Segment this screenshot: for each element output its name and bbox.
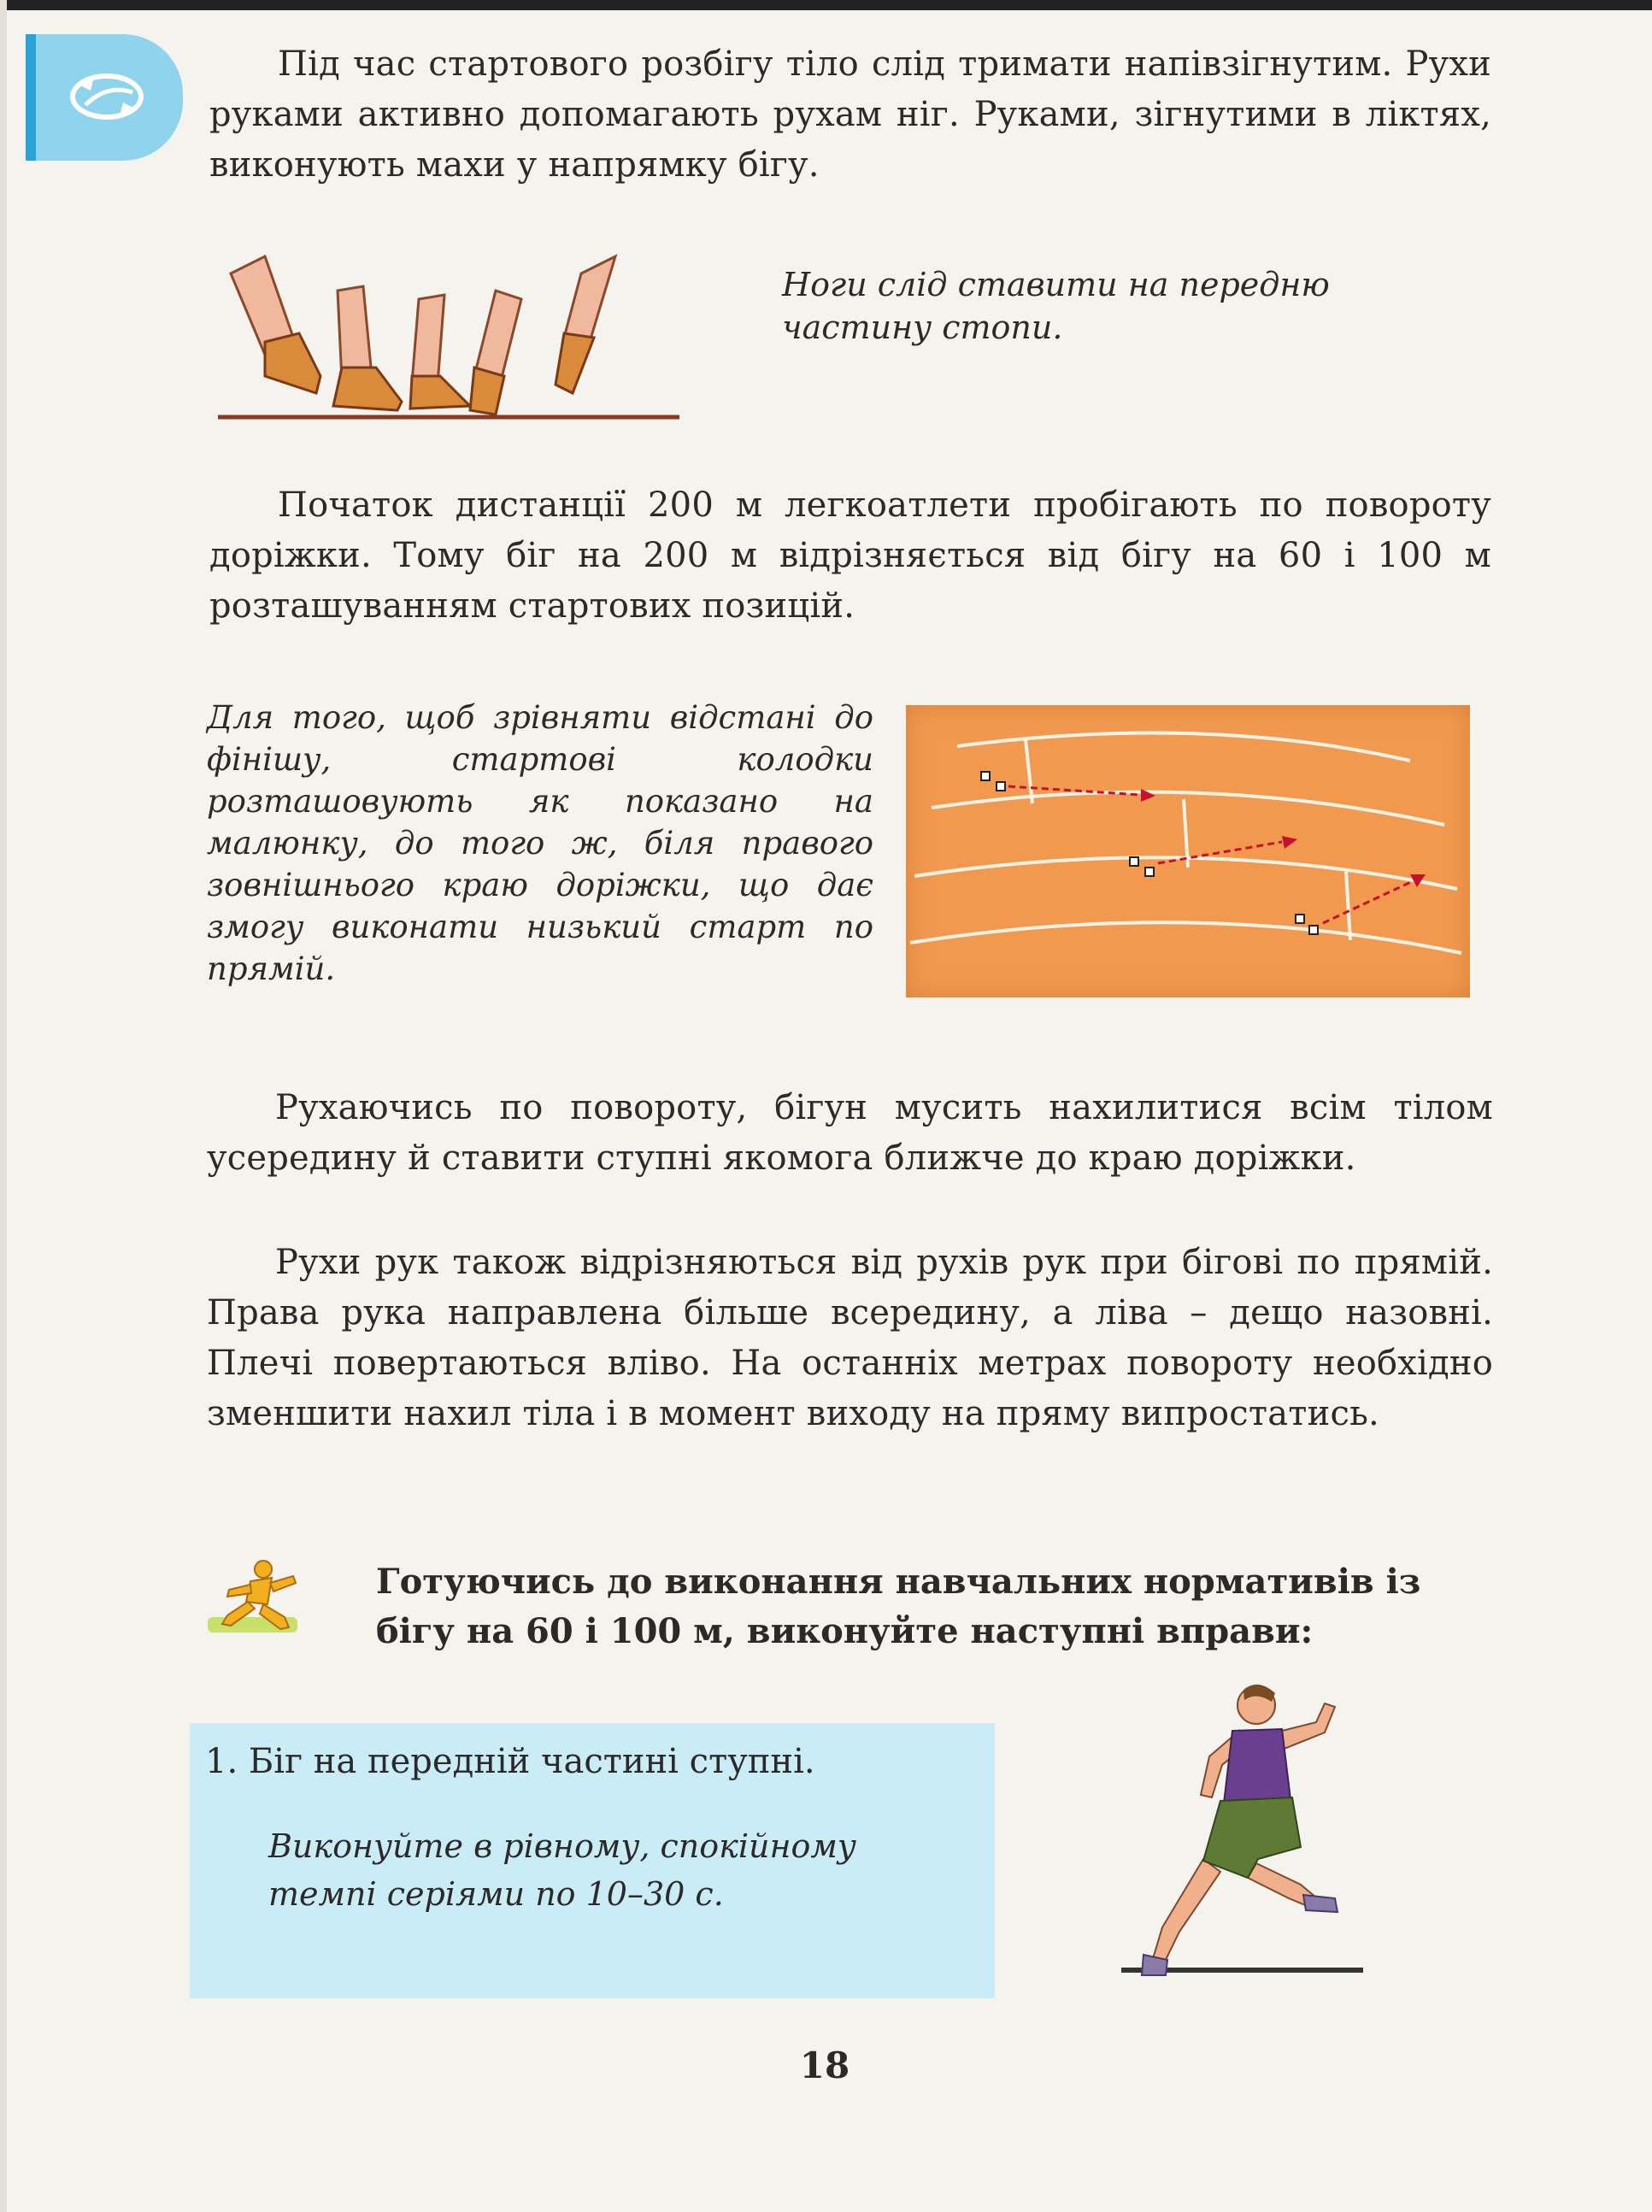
exercise-title: 1. Біг на передній частині ступні. <box>205 1742 815 1781</box>
task-heading: Готуючись до виконання навчальних нормативів із бігу на 60 і 100 м, виконуйте наступні вправи: <box>376 1562 1421 1651</box>
runner-icon <box>203 1557 306 1638</box>
page-edge <box>0 0 7 2212</box>
arrows-icon <box>60 58 154 135</box>
paragraph-start-run: Під час стартового розбігу тіло слід тримати напівзігнутим. Рухи руками активно допомагають рухам ніг. Руками, зігнутими в ліктях, виконують махи у напрямку бігу. <box>209 44 1491 185</box>
page-number: 18 <box>799 2044 850 2086</box>
paragraph-200m: Початок дистанції 200 м легкоатлети пробігають по повороту доріжки. Тому біг на 200 м відрізняється від бігу на 60 і 100 м розташуванням стартових позицій. <box>209 485 1491 626</box>
paragraph-arms: Рухи рук також відрізняються від рухів рук при бігові по прямій. Права рука направлена більше всередину, а ліва – дещо назовні. Плечі повертаються вліво. На останніх метрах повороту необхідно зменшити нахил тіла і в момент виходу на пряму випростатись. <box>207 1243 1493 1433</box>
top-rule <box>0 0 1652 10</box>
feet-caption: Ноги слід ставити на передню частину стопи. <box>782 266 1330 346</box>
paragraph-curve: Рухаючись по повороту, бігун мусить нахилитися всім тілом усередину й ставити ступні якомога ближче до краю доріжки. <box>207 1088 1493 1178</box>
athlete-illustration <box>1111 1680 1385 1987</box>
track-lanes-diagram <box>906 705 1470 997</box>
tab-bar <box>26 34 36 161</box>
exercise-description: Виконуйте в рівному, спокійному темпі серіями по 10–30 с. <box>268 1827 856 1913</box>
exercise-box <box>190 1723 995 1998</box>
track-caption: Для того, щоб зрівняти відстані до фінішу, стартові колодки розташовують як показано на малюнку, до того ж, біля правого зовнішнього краю доріжки, що дає змогу виконати низький старт по прямій. <box>207 699 873 987</box>
feet-illustration <box>214 239 692 427</box>
section-tab-marker <box>26 34 183 161</box>
track-illustration <box>906 705 1470 997</box>
